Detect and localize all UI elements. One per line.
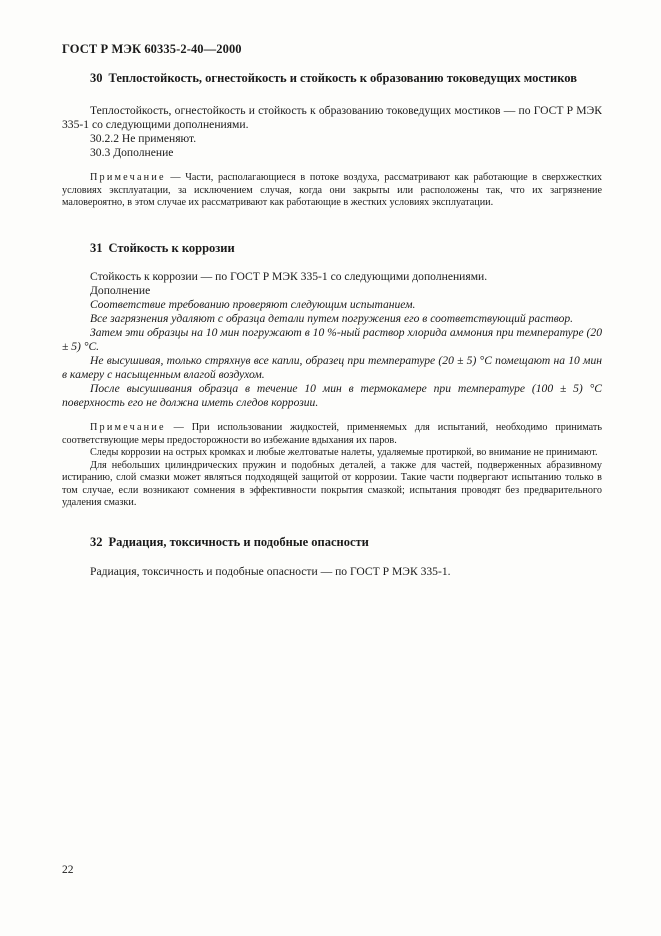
section-32-number: 32	[90, 535, 103, 549]
section-31-heading	[62, 241, 602, 256]
section-30-heading	[62, 71, 602, 86]
section-31	[62, 241, 602, 510]
document-code-header: ГОСТ Р МЭК 60335-2-40—2000	[62, 42, 242, 56]
section-31-note-2: Следы коррозии на острых кромках и любые желтоватые налеты, удаляемые протиркой, во внимание не принимают.	[90, 447, 598, 458]
section-31-test-2: Все загрязнения удаляют с образца детали путем погружения его в соответствующий раствор.	[90, 312, 574, 325]
section-32-heading	[62, 535, 602, 550]
section-30-note	[62, 172, 602, 210]
section-30-paragraph-3: 30.3 Дополнение	[90, 146, 174, 159]
section-31-paragraph-2: Дополнение	[90, 284, 151, 297]
section-31-paragraph-1: Стойкость к коррозии — по ГОСТ Р МЭК 335-1 со следующими дополнениями.	[90, 270, 488, 283]
section-31-number: 31	[90, 241, 103, 255]
section-30-title: Теплостойкость, огнестойкость и стойкость к образованию токоведущих мостиков	[108, 71, 577, 85]
section-30	[62, 71, 602, 210]
section-31-test-1: Соответствие требованию проверяют следующим испытанием.	[90, 298, 416, 311]
section-32-paragraph-1: Радиация, токсичность и подобные опасности — по ГОСТ Р МЭК 335-1.	[90, 565, 451, 578]
note-label: Примечание	[90, 422, 166, 433]
section-30-paragraph-2: 30.2.2 Не применяют.	[90, 132, 197, 145]
section-31-title: Стойкость к коррозии	[108, 241, 235, 255]
section-31-test-5: После высушивания образца в течение 10 мин в термокамере при температуре (100 ± 5) °С поверхность его не должна иметь следов коррозии.	[62, 382, 602, 409]
section-31-note-3: Для небольших цилиндрических пружин и подобных деталей, а также для частей, подверженных абразивному истиранию, слой смазки может являться подходящей защитой от коррозии. Такие части подвергают испытанию только в том случае, если возникают сомнения в эффективности покрытия смазкой; испытания проводят без предварительного удаления смазки.	[62, 459, 602, 508]
section-31-test-3: Затем эти образцы на 10 мин погружают в 10 %-ный раствор хлорида аммония при температуре (20 ± 5) °С.	[62, 326, 602, 353]
page-number: 22	[62, 864, 74, 876]
section-32-title: Радиация, токсичность и подобные опасности	[108, 535, 369, 549]
section-31-note-1	[62, 422, 602, 447]
section-30-paragraph-1: Теплостойкость, огнестойкость и стойкость к образованию токоведущих мостиков — по ГОСТ Р МЭК 335-1 со следующими дополнениями.	[62, 104, 602, 131]
section-32	[62, 535, 602, 579]
section-31-note-1-text: — При использовании жидкостей, применяемых для испытаний, необходимо принимать соответствующие меры предосторожности во избежание вдыхания их паров.	[62, 422, 602, 446]
section-31-test-4: Не высушивая, только стряхнув все капли, образец при температуре (20 ± 5) °С помещают на 10 мин в камеру с насыщенным влагой воздухом.	[62, 354, 602, 381]
note-label: Примечание	[90, 172, 166, 183]
section-30-note-text: — Части, располагающиеся в потоке воздуха, рассматривают как работающие в сверхжестких условиях эксплуатации, за исключением случая, когда они закрыты или расположены так, что их загрязнение маловероятно, в этом случае их рассматривают как работающие в жестких условиях эксплуатации.	[62, 172, 602, 208]
section-30-number: 30	[90, 71, 103, 85]
